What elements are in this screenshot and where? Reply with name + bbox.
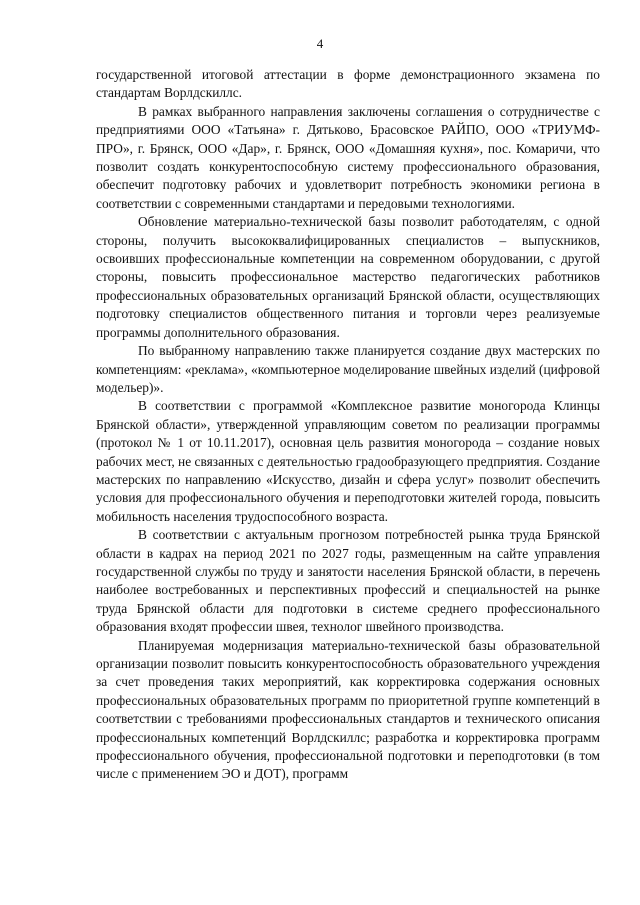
document-body — [96, 66, 600, 784]
paragraph-7: Планируемая модернизация материально-технической базы образовательной организации позволит повысить конкурентоспособность образовательного учреждения за счет проведения таких мероприятий, как корректировка содержания основных профессиональных образовательных программ по приоритетной группе компетенций в соответствии с требованиями профессиональных стандартов и технического описания профессиональных компетенций Ворлдскиллс; разработка и корректировка программ профессионального обучения, профессиональной подготовки и переподготовки (в том числе с применением ЭО и ДОТ), программ — [96, 637, 600, 782]
paragraph-6: В соответствии с актуальным прогнозом потребностей рынка труда Брянской области в кадрах на период 2021 по 2027 годы, размещенным на сайте управления государственной службы по труду и занятости населения Брянской области, в перечень наиболее востребованных и перспективных профессий и специальностей на рынке труда Брянской области для подготовки в системе среднего профессионального образования входят профессии швея, технолог швейного производства. — [96, 527, 600, 635]
paragraph-2: В рамках выбранного направления заключены соглашения о сотрудничестве с предприятиями ООО «Татьяна» г. Дятьково, Брасовское РАЙПО, ООО «ТРИУМФ-ПРО», г. Брянск, ООО «Дар», г. Брянск, ООО «Домашняя кухня», пос. Комаричи, что позволит создать конкурентоспособную систему профессионального образования, обеспечит подготовку рабочих и удовлетворит потребность экономики региона в соответствии с современными стандартами и передовыми технологиями. — [96, 103, 600, 211]
paragraph-4: По выбранному направлению также планируется создание двух мастерских по компетенциям: «реклама», «компьютерное моделирование швейных изделий (цифровой модельер)». — [96, 343, 601, 395]
paragraph-3: Обновление материально-технической базы позволит работодателям, с одной стороны, получить высококвалифицированных специалистов – выпускников, освоивших профессиональные компетенции на современном оборудовании, с другой стороны, повысить профессиональное мастерство педагогических работников профессиональных образовательных организаций Брянской области, осуществляющих подготовку специалистов общественного питания и торговли через реализуемые программы дополнительного образования. — [96, 214, 600, 340]
page-number: 4 — [316, 36, 324, 51]
paragraph-5: В соответствии с программой «Комплексное развитие моногорода Клинцы Брянской области», утвержденной управляющим советом по реализации программы (протокол № 1 от 10.11.2017), основная цель развития моногорода – создание новых рабочих мест, не связанных с деятельностью градообразующего предприятия. Создание мастерских по направлению «Искусство, дизайн и сфера услуг» позволит обеспечить условия для профессионального обучения и переподготовки жителей города, повысить мобильность населения трудоспособного возраста. — [96, 398, 600, 524]
paragraph-1: государственной итоговой аттестации в форме демонстрационного экзамена по стандартам Ворлдскиллс. — [96, 67, 600, 101]
